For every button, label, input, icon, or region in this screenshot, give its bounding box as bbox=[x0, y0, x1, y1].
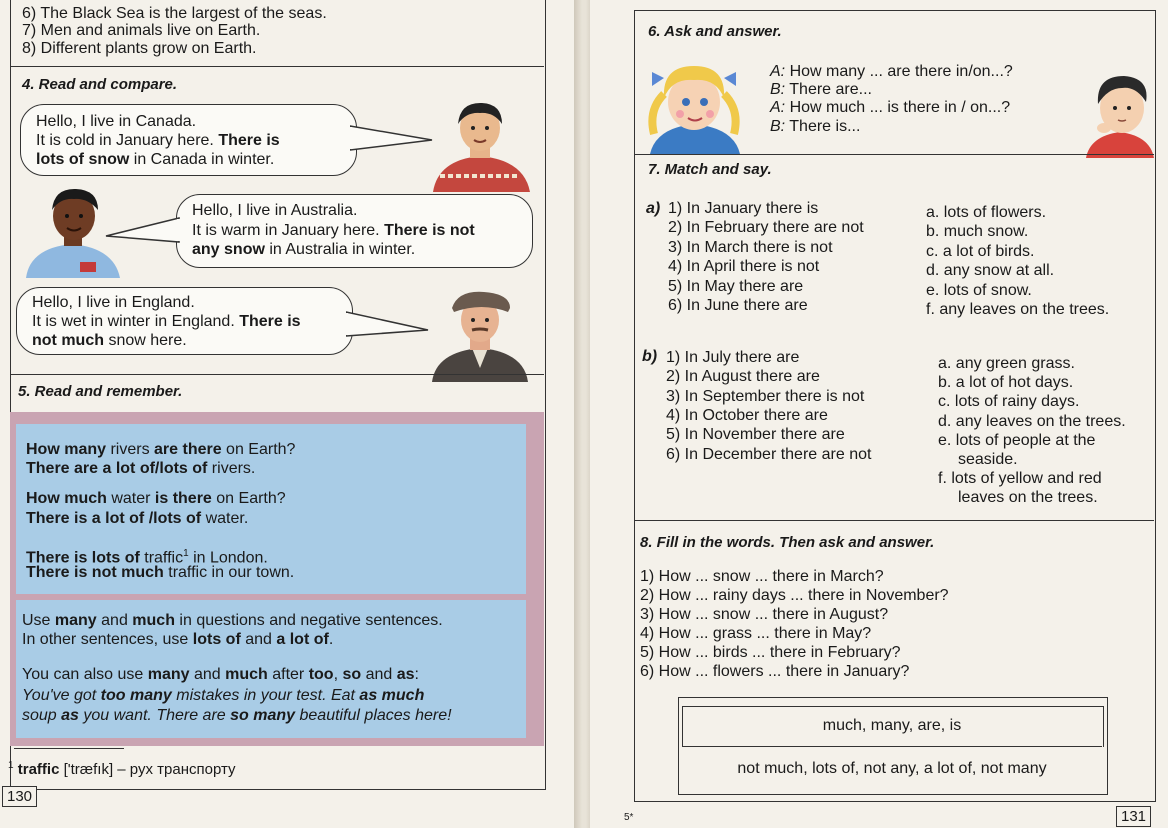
rule-line-4: You've got too many mistakes in your test. Eat as much bbox=[22, 687, 425, 704]
divider bbox=[682, 746, 1102, 747]
canadian-boy-illustration-icon bbox=[428, 98, 533, 192]
footnote-rule bbox=[14, 748, 124, 749]
englishman-illustration-icon bbox=[428, 288, 532, 382]
example-line-1: How many rivers are there on Earth? bbox=[26, 441, 296, 458]
match-item-right: f. any leaves on the trees. bbox=[926, 301, 1110, 318]
gutter-mark: 5* bbox=[624, 812, 634, 823]
england-line-3: not much snow here. bbox=[32, 332, 187, 349]
match-item-right: d. any leaves on the trees. bbox=[938, 412, 1126, 430]
divider bbox=[10, 374, 544, 375]
match-item-right: b. a lot of hot days. bbox=[938, 374, 1074, 392]
australia-line-1: Hello, I live in Australia. bbox=[192, 202, 358, 219]
match-item-left: 6) In June there are bbox=[668, 297, 808, 314]
match-item-left: 5) In May there are bbox=[668, 277, 804, 295]
match-item-right: a. lots of flowers. bbox=[926, 204, 1047, 221]
england-line-2: It is wet in winter in England. There is bbox=[32, 313, 301, 330]
dialog-line-1: A: How many ... are there in/on...? bbox=[770, 63, 1013, 80]
canada-line-3: lots of snow in Canada in winter. bbox=[36, 151, 275, 168]
word-bank-row-2: not much, lots of, not any, a lot of, not many bbox=[737, 760, 1047, 777]
rule-line-2: In other sentences, use lots of and a lot of. bbox=[22, 631, 334, 648]
example-line-3: How much water is there on Earth? bbox=[26, 490, 286, 507]
example-line-6: There is not much traffic in our town. bbox=[26, 564, 295, 581]
dialog-line-4: B: There is... bbox=[770, 118, 861, 135]
ex8-heading: 8. Fill in the words. Then ask and answer. bbox=[640, 534, 935, 551]
fill-in-question: 3) How ... snow ... there in August? bbox=[640, 606, 889, 623]
match-item-right: e. lots of people at the bbox=[938, 431, 1096, 449]
fill-in-question: 2) How ... rainy days ... there in November? bbox=[640, 587, 949, 604]
dialog-line-3: A: How much ... is there in / on...? bbox=[770, 99, 1011, 116]
girl-illustration-icon bbox=[642, 58, 747, 154]
ex4-heading: 4. Read and compare. bbox=[22, 76, 178, 93]
match-item-right: c. a lot of birds. bbox=[926, 242, 1035, 260]
rule-line-3: You can also use many and much after too, so and as: bbox=[22, 666, 419, 683]
top-line-6: 6) The Black Sea is the largest of the seas. bbox=[22, 5, 327, 22]
australia-line-3: any snow in Australia in winter. bbox=[192, 241, 416, 258]
ex7-part-a-label: a) bbox=[646, 200, 661, 217]
footnote: $^1$ traffic ['træfık] – рух транспорту bbox=[8, 760, 236, 778]
divider bbox=[634, 154, 1154, 155]
divider bbox=[634, 520, 1154, 521]
fill-in-question: 4) How ... grass ... there in May? bbox=[640, 625, 872, 642]
match-item-right: a. any green grass. bbox=[938, 355, 1075, 372]
page-number-left: 130 bbox=[2, 786, 37, 807]
match-item-right: leaves on the trees. bbox=[958, 489, 1098, 507]
bubble-tail-icon bbox=[104, 212, 180, 252]
rule-line-5: soup as you want. There are so many beautiful places here! bbox=[22, 707, 452, 724]
ex5-heading: 5. Read and remember. bbox=[18, 383, 183, 400]
match-item-right: e. lots of snow. bbox=[926, 281, 1032, 299]
match-item-left: 3) In September there is not bbox=[666, 387, 865, 405]
word-bank-row-1: much, many, are, is bbox=[822, 717, 962, 734]
england-line-1: Hello, I live in England. bbox=[32, 294, 195, 311]
match-item-right: b. much snow. bbox=[926, 223, 1029, 241]
example-line-4: There is a lot of /lots of water. bbox=[26, 510, 249, 527]
match-item-right: d. any snow at all. bbox=[926, 262, 1055, 280]
match-item-left: 1) In July there are bbox=[666, 349, 800, 366]
fill-in-question: 5) How ... birds ... there in February? bbox=[640, 644, 901, 661]
rule-line-1: Use many and much in questions and negative sentences. bbox=[22, 612, 443, 629]
match-item-left: 2) In August there are bbox=[666, 368, 820, 386]
match-item-left: 4) In April there is not bbox=[668, 258, 820, 276]
boy-thinking-illustration-icon bbox=[1084, 70, 1156, 158]
divider bbox=[10, 66, 544, 67]
ex6-heading: 6. Ask and answer. bbox=[648, 23, 782, 40]
match-item-left: 3) In March there is not bbox=[668, 238, 833, 256]
top-line-7: 7) Men and animals live on Earth. bbox=[22, 22, 261, 39]
fill-in-question: 1) How ... snow ... there in March? bbox=[640, 568, 884, 585]
ex7-heading: 7. Match and say. bbox=[648, 161, 772, 178]
bubble-tail-icon bbox=[346, 306, 431, 346]
ex7-part-b-label: b) bbox=[642, 348, 658, 365]
match-item-left: 6) In December there are not bbox=[666, 445, 872, 463]
match-item-right: f. lots of yellow and red bbox=[938, 470, 1102, 488]
match-item-left: 5) In November there are bbox=[666, 426, 845, 444]
top-line-8: 8) Different plants grow on Earth. bbox=[22, 40, 257, 57]
match-item-right: c. lots of rainy days. bbox=[938, 393, 1080, 411]
dialog-line-2: B: There are... bbox=[770, 81, 872, 98]
canada-line-2: It is cold in January here. There is bbox=[36, 132, 280, 149]
example-line-2: There are a lot of/lots of rivers. bbox=[26, 460, 256, 477]
bubble-tail-icon bbox=[350, 118, 435, 158]
match-item-left: 1) In January there is bbox=[668, 200, 819, 217]
right-page bbox=[590, 0, 1168, 828]
canada-line-1: Hello, I live in Canada. bbox=[36, 113, 197, 130]
left-page bbox=[0, 0, 578, 828]
match-item-left: 2) In February there are not bbox=[668, 219, 864, 237]
fill-in-question: 6) How ... flowers ... there in January? bbox=[640, 663, 910, 680]
match-item-right: seaside. bbox=[958, 451, 1018, 468]
page-number-right: 131 bbox=[1116, 806, 1151, 827]
australia-line-2: It is warm in January here. There is not bbox=[192, 222, 475, 239]
example-line-5: There is lots of traffic$^1$ in London. bbox=[26, 548, 268, 567]
match-item-left: 4) In October there are bbox=[666, 406, 828, 424]
